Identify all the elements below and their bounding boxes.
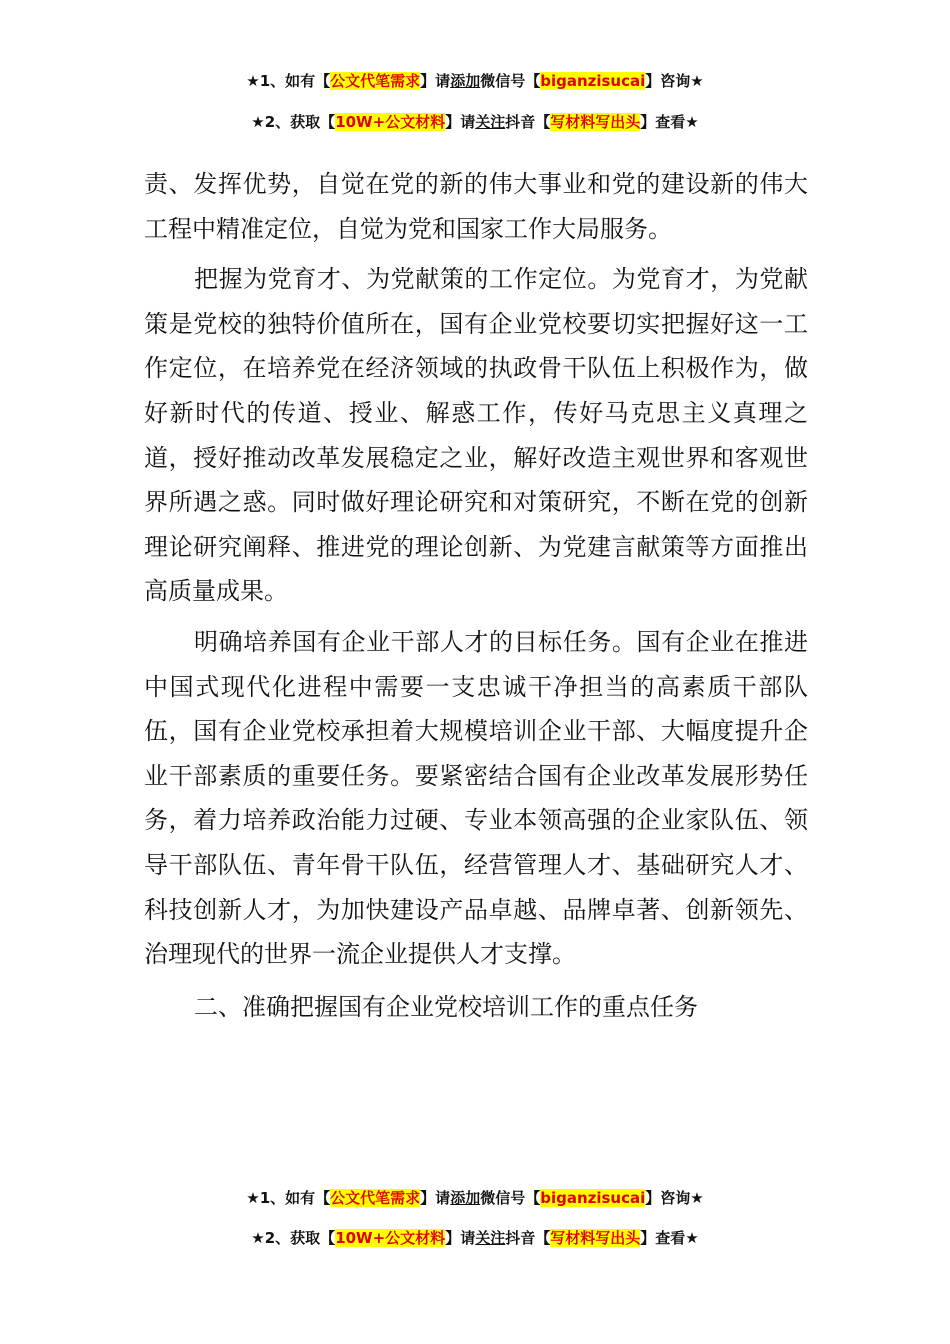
banner-text: 】查看★ xyxy=(640,113,699,131)
underline-follow: 关注 xyxy=(475,113,506,131)
banner-text: ★2、获取【 xyxy=(251,1229,336,1247)
banner-text: 抖音【 xyxy=(505,113,551,131)
banner-text: ★2、获取【 xyxy=(251,113,336,131)
bottom-promo-banner-line-2 xyxy=(0,1228,950,1248)
banner-text: 】咨询★ xyxy=(645,72,704,90)
banner-text: 】请 xyxy=(445,113,476,131)
highlight-ghostwriting: 公文代笔需求 xyxy=(330,1189,421,1207)
highlight-materials: 10W+公文材料 xyxy=(335,1229,446,1247)
top-promo-banner-line-2 xyxy=(0,112,950,132)
highlight-douyin-account: 写材料写出头 xyxy=(550,1229,641,1247)
banner-text: ★1、如有【 xyxy=(246,1189,331,1207)
banner-text: 】查看★ xyxy=(640,1229,699,1247)
bottom-promo-banner-line-1 xyxy=(0,1188,950,1208)
banner-text: 】咨询★ xyxy=(645,1189,704,1207)
section-heading: 二、准确把握国有企业党校培训工作的重点任务 xyxy=(194,992,698,1021)
paragraph-continuation: 责、发挥优势，自觉在党的新的伟大事业和党的建设新的伟大工程中精准定位，自觉为党和国家工作大局服务。 xyxy=(144,170,808,243)
banner-text: 微信号【 xyxy=(480,72,541,90)
banner-text: 微信号【 xyxy=(480,1189,541,1207)
highlight-ghostwriting: 公文代笔需求 xyxy=(330,72,421,90)
paragraph-target-tasks: 明确培养国有企业干部人才的目标任务。国有企业在推进中国式现代化进程中需要一支忠诚干净担当的高素质干部队伍，国有企业党校承担着大规模培训企业干部、大幅度提升企业干部素质的重要任务。要紧密结合国有企业改革发展形势任务，着力培养政治能力过硬、专业本领高强的企业家队伍、领导干部队伍、青年骨干队伍，经营管理人才、基础研究人才、科技创新人才，为加快建设产品卓越、品牌卓著、创新领先、治理现代的世界一流企业提供人才支撑。 xyxy=(144,627,808,969)
highlight-douyin-account: 写材料写出头 xyxy=(550,113,641,131)
banner-text: 】请 xyxy=(445,1229,476,1247)
highlight-wechat-id: biganzisucai xyxy=(540,72,646,90)
banner-text: 】请 xyxy=(420,1189,451,1207)
banner-text: 】请 xyxy=(420,72,451,90)
banner-text: 抖音【 xyxy=(505,1229,551,1247)
underline-add: 添加 xyxy=(450,1189,481,1207)
underline-follow: 关注 xyxy=(475,1229,506,1247)
paragraph-work-positioning: 把握为党育才、为党献策的工作定位。为党育才，为党献策是党校的独特价值所在，国有企业党校要切实把握好这一工作定位，在培养党在经济领域的执政骨干队伍上积极作为，做好新时代的传道、授业、解惑工作，传好马克思主义真理之道，授好推动改革发展稳定之业，解好改造主观世界和客观世界所遇之惑。同时做好理论研究和对策研究，不断在党的创新理论研究阐释、推进党的理论创新、为党建言献策等方面推出高质量成果。 xyxy=(144,265,808,606)
underline-add: 添加 xyxy=(450,72,481,90)
banner-text: ★1、如有【 xyxy=(246,72,331,90)
top-promo-banner-line-1 xyxy=(0,71,950,91)
highlight-materials: 10W+公文材料 xyxy=(335,113,446,131)
highlight-wechat-id: biganzisucai xyxy=(540,1189,646,1207)
document-body xyxy=(144,162,808,1029)
